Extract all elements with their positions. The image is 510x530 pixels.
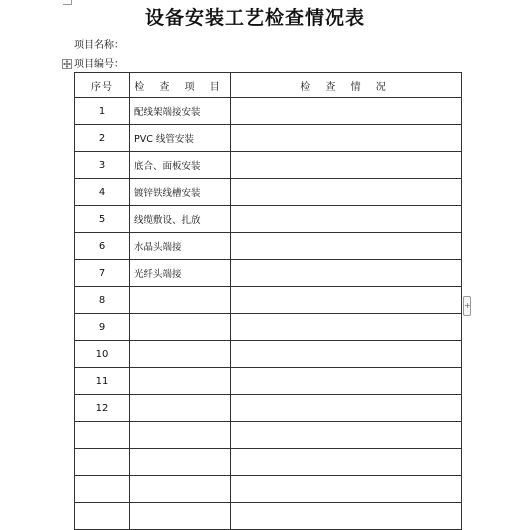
header-result: 检 查 情 况 [231,73,462,98]
row-number-cell: 8 [75,287,130,314]
table-move-icon[interactable] [62,59,72,69]
table-row [75,98,462,125]
row-number-cell: 4 [75,179,130,206]
row-number-cell [75,476,130,503]
inspection-result-cell[interactable] [231,206,462,233]
inspection-result-cell[interactable] [231,341,462,368]
inspection-result-cell[interactable] [231,449,462,476]
inspection-result-cell[interactable] [231,368,462,395]
row-number-cell: 5 [75,206,130,233]
project-name-label: 项目名称： [74,40,124,51]
row-number-cell [75,449,130,476]
project-code-label: 项目编号： [74,59,124,70]
table-header-row [75,73,462,98]
document-title: 设备安装工艺检查情况表 [144,7,365,29]
row-number-cell: 9 [75,314,130,341]
row-number-cell: 6 [75,233,130,260]
inspection-item-cell [130,395,231,422]
table-row [75,476,462,503]
inspection-item-cell: PVC 线管安装 [130,125,231,152]
row-number-cell [75,503,130,530]
inspection-result-cell[interactable] [231,395,462,422]
row-number-cell: 1 [75,98,130,125]
inspection-result-cell[interactable] [231,287,462,314]
table-row [75,422,462,449]
inspection-item-cell [130,422,231,449]
table-row [75,206,462,233]
table-row [75,260,462,287]
inspection-result-cell[interactable] [231,125,462,152]
header-no: 序号 [75,73,130,98]
row-number-cell: 7 [75,260,130,287]
inspection-item-cell [130,476,231,503]
inspection-item-cell: 水晶头端接 [130,233,231,260]
inspection-result-cell[interactable] [231,314,462,341]
table-resize-icon[interactable]: + [463,296,471,316]
inspection-result-cell[interactable] [231,422,462,449]
inspection-item-cell [130,449,231,476]
row-number-cell: 2 [75,125,130,152]
table-row [75,179,462,206]
inspection-item-cell: 线缆敷设、扎放 [130,206,231,233]
inspection-result-cell[interactable] [231,152,462,179]
inspection-result-cell[interactable] [231,503,462,530]
inspection-item-cell [130,314,231,341]
inspection-item-cell: 光纤头端接 [130,260,231,287]
table-row [75,368,462,395]
table-row [75,341,462,368]
inspection-result-cell[interactable] [231,476,462,503]
row-number-cell: 12 [75,395,130,422]
inspection-result-cell[interactable] [231,260,462,287]
table-row [75,125,462,152]
table-row [75,152,462,179]
row-number-cell [75,422,130,449]
table-row [75,233,462,260]
inspection-table [74,72,462,530]
row-number-cell: 10 [75,341,130,368]
table-row [75,503,462,530]
inspection-item-cell [130,368,231,395]
inspection-result-cell[interactable] [231,98,462,125]
row-number-cell: 11 [75,368,130,395]
table-row [75,314,462,341]
inspection-result-cell[interactable] [231,233,462,260]
inspection-item-cell: 底合、面板安装 [130,152,231,179]
inspection-item-cell: 镀锌铁线槽安装 [130,179,231,206]
page-corner-mark [63,0,72,5]
inspection-item-cell [130,341,231,368]
table-row [75,395,462,422]
row-number-cell: 3 [75,152,130,179]
inspection-item-cell: 配线架端接安装 [130,98,231,125]
inspection-result-cell[interactable] [231,179,462,206]
table-row [75,449,462,476]
table-row [75,287,462,314]
header-item: 检 查 项 目 [130,73,231,98]
inspection-item-cell [130,503,231,530]
inspection-item-cell [130,287,231,314]
